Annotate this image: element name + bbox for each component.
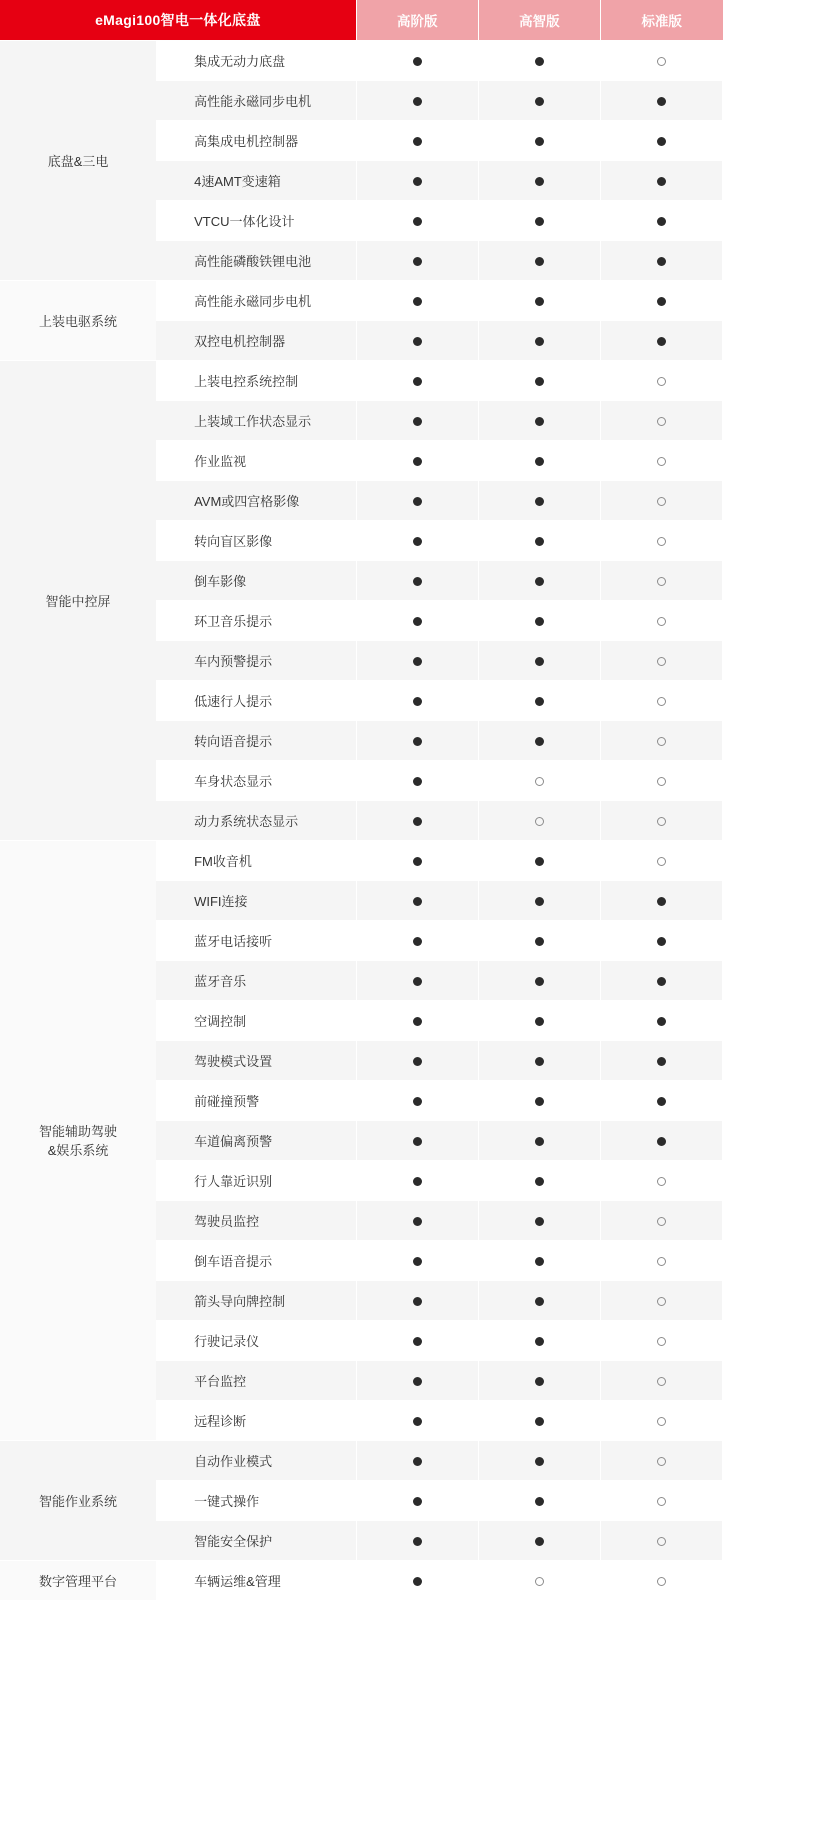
availability-cell [356,720,478,760]
feature-label: 双控电机控制器 [156,320,356,360]
availability-cell [478,1160,600,1200]
feature-label: 上装域工作状态显示 [156,400,356,440]
filled-dot-icon [413,57,422,66]
availability-cell [600,520,722,560]
availability-cell [600,1480,722,1520]
hollow-dot-icon [657,697,666,706]
availability-cell [356,80,478,120]
availability-cell [478,200,600,240]
filled-dot-icon [535,1017,544,1026]
availability-cell [356,320,478,360]
hollow-dot-icon [657,1217,666,1226]
group-label: 上装电驱系统 [0,280,156,360]
filled-dot-icon [413,737,422,746]
filled-dot-icon [413,657,422,666]
group-label [0,840,156,1440]
availability-cell [478,1200,600,1240]
filled-dot-icon [413,1057,422,1066]
availability-cell [600,1240,722,1280]
feature-label: 一键式操作 [156,1480,356,1520]
table-title: eMagi100智电一体化底盘 [0,0,356,40]
filled-dot-icon [535,657,544,666]
filled-dot-icon [657,217,666,226]
filled-dot-icon [413,1297,422,1306]
feature-label: 转向语音提示 [156,720,356,760]
filled-dot-icon [657,1017,666,1026]
filled-dot-icon [413,337,422,346]
availability-cell [478,160,600,200]
availability-cell [600,200,722,240]
filled-dot-icon [535,497,544,506]
table-row [0,1440,723,1480]
filled-dot-icon [535,697,544,706]
availability-cell [600,640,722,680]
availability-cell [356,1160,478,1200]
availability-cell [356,1320,478,1360]
availability-cell [600,480,722,520]
availability-cell [478,920,600,960]
feature-label: 高性能永磁同步电机 [156,280,356,320]
hollow-dot-icon [657,497,666,506]
hollow-dot-icon [657,1457,666,1466]
availability-cell [478,1320,600,1360]
availability-cell [356,680,478,720]
feature-label: 环卫音乐提示 [156,600,356,640]
availability-cell [478,1040,600,1080]
filled-dot-icon [535,1177,544,1186]
feature-label: 远程诊断 [156,1400,356,1440]
availability-cell [356,1120,478,1160]
availability-cell [478,280,600,320]
feature-label: 前碰撞预警 [156,1080,356,1120]
availability-cell [356,1240,478,1280]
availability-cell [478,680,600,720]
filled-dot-icon [535,1537,544,1546]
availability-cell [478,1520,600,1560]
hollow-dot-icon [657,417,666,426]
availability-cell [600,680,722,720]
filled-dot-icon [413,1177,422,1186]
hollow-dot-icon [657,737,666,746]
availability-cell [478,520,600,560]
availability-cell [478,1480,600,1520]
filled-dot-icon [657,1097,666,1106]
availability-cell [356,1000,478,1040]
filled-dot-icon [535,1217,544,1226]
feature-label: 高集成电机控制器 [156,120,356,160]
filled-dot-icon [535,137,544,146]
filled-dot-icon [535,1297,544,1306]
hollow-dot-icon [657,1577,666,1586]
hollow-dot-icon [657,537,666,546]
availability-cell [356,920,478,960]
availability-cell [600,760,722,800]
availability-cell [478,720,600,760]
filled-dot-icon [413,417,422,426]
availability-cell [478,1280,600,1320]
filled-dot-icon [413,537,422,546]
filled-dot-icon [535,337,544,346]
filled-dot-icon [535,417,544,426]
availability-cell [478,1240,600,1280]
hollow-dot-icon [657,457,666,466]
feature-label: 倒车影像 [156,560,356,600]
filled-dot-icon [413,1457,422,1466]
filled-dot-icon [413,977,422,986]
filled-dot-icon [413,897,422,906]
table-row [0,840,723,880]
availability-cell [478,880,600,920]
filled-dot-icon [535,377,544,386]
hollow-dot-icon [657,1497,666,1506]
availability-cell [600,1520,722,1560]
availability-cell [356,200,478,240]
filled-dot-icon [413,497,422,506]
availability-cell [356,760,478,800]
filled-dot-icon [413,217,422,226]
availability-cell [356,40,478,80]
filled-dot-icon [535,257,544,266]
filled-dot-icon [535,1337,544,1346]
filled-dot-icon [535,577,544,586]
availability-cell [600,400,722,440]
filled-dot-icon [413,817,422,826]
filled-dot-icon [657,97,666,106]
availability-cell [600,40,722,80]
feature-label: 蓝牙电话接听 [156,920,356,960]
table-row [0,1560,723,1600]
filled-dot-icon [657,1057,666,1066]
availability-cell [478,1400,600,1440]
availability-cell [600,160,722,200]
availability-cell [478,960,600,1000]
filled-dot-icon [535,977,544,986]
feature-label: 转向盲区影像 [156,520,356,560]
filled-dot-icon [535,1497,544,1506]
feature-label: 车辆运维&管理 [156,1560,356,1600]
filled-dot-icon [413,697,422,706]
feature-label: 驾驶员监控 [156,1200,356,1240]
filled-dot-icon [657,977,666,986]
filled-dot-icon [413,1377,422,1386]
filled-dot-icon [535,1377,544,1386]
availability-cell [478,320,600,360]
filled-dot-icon [413,1417,422,1426]
filled-dot-icon [535,217,544,226]
table-row [0,280,723,320]
hollow-dot-icon [657,1417,666,1426]
availability-cell [356,600,478,640]
availability-cell [600,800,722,840]
availability-cell [356,480,478,520]
availability-cell [478,1440,600,1480]
feature-label: 车身状态显示 [156,760,356,800]
availability-cell [600,240,722,280]
availability-cell [600,840,722,880]
feature-label: 车内预警提示 [156,640,356,680]
hollow-dot-icon [657,577,666,586]
feature-label: 平台监控 [156,1360,356,1400]
filled-dot-icon [535,537,544,546]
availability-cell [600,360,722,400]
filled-dot-icon [535,1097,544,1106]
availability-cell [478,800,600,840]
availability-cell [356,1080,478,1120]
filled-dot-icon [413,1097,422,1106]
feature-label: 倒车语音提示 [156,1240,356,1280]
availability-cell [356,400,478,440]
availability-cell [600,1080,722,1120]
feature-label: 动力系统状态显示 [156,800,356,840]
availability-cell [478,480,600,520]
filled-dot-icon [535,97,544,106]
availability-cell [600,600,722,640]
table-row [0,40,723,80]
filled-dot-icon [535,177,544,186]
filled-dot-icon [413,777,422,786]
availability-cell [478,40,600,80]
filled-dot-icon [657,937,666,946]
hollow-dot-icon [535,777,544,786]
filled-dot-icon [413,857,422,866]
feature-label: WIFI连接 [156,880,356,920]
filled-dot-icon [535,1137,544,1146]
table-header [0,0,723,40]
availability-cell [356,560,478,600]
filled-dot-icon [657,177,666,186]
availability-cell [356,280,478,320]
filled-dot-icon [413,377,422,386]
group-label-line: &娱乐系统 [47,1143,109,1158]
feature-label: 空调控制 [156,1000,356,1040]
filled-dot-icon [535,1057,544,1066]
availability-cell [356,1200,478,1240]
availability-cell [478,1120,600,1160]
availability-cell [356,1520,478,1560]
filled-dot-icon [413,97,422,106]
feature-label: 驾驶模式设置 [156,1040,356,1080]
feature-label: 作业监视 [156,440,356,480]
availability-cell [356,1040,478,1080]
availability-cell [600,920,722,960]
column-header-trim-2: 高智版 [478,0,600,40]
group-label: 智能作业系统 [0,1440,156,1560]
hollow-dot-icon [657,1297,666,1306]
availability-cell [600,720,722,760]
filled-dot-icon [413,457,422,466]
availability-cell [600,1160,722,1200]
availability-cell [600,320,722,360]
hollow-dot-icon [657,817,666,826]
hollow-dot-icon [657,1177,666,1186]
hollow-dot-icon [657,377,666,386]
feature-label: 上装电控系统控制 [156,360,356,400]
hollow-dot-icon [657,1257,666,1266]
filled-dot-icon [535,1417,544,1426]
availability-cell [478,1080,600,1120]
availability-cell [478,600,600,640]
feature-label: 低速行人提示 [156,680,356,720]
availability-cell [478,400,600,440]
filled-dot-icon [657,897,666,906]
filled-dot-icon [413,617,422,626]
feature-label: 行驶记录仪 [156,1320,356,1360]
column-header-trim-3: 标准版 [600,0,722,40]
availability-cell [478,840,600,880]
hollow-dot-icon [535,817,544,826]
availability-cell [600,1040,722,1080]
availability-cell [356,240,478,280]
filled-dot-icon [413,297,422,306]
feature-label: 高性能永磁同步电机 [156,80,356,120]
availability-cell [356,1280,478,1320]
hollow-dot-icon [657,857,666,866]
availability-cell [600,1280,722,1320]
hollow-dot-icon [657,657,666,666]
feature-label: VTCU一体化设计 [156,200,356,240]
group-label-line: 智能辅助驾驶 [39,1124,118,1139]
availability-cell [356,880,478,920]
filled-dot-icon [657,137,666,146]
filled-dot-icon [413,1137,422,1146]
availability-cell [356,1560,478,1600]
availability-cell [600,80,722,120]
hollow-dot-icon [657,777,666,786]
availability-cell [356,1440,478,1480]
feature-label: 智能安全保护 [156,1520,356,1560]
table-row [0,360,723,400]
availability-cell [356,1360,478,1400]
availability-cell [478,1000,600,1040]
filled-dot-icon [413,577,422,586]
filled-dot-icon [535,937,544,946]
hollow-dot-icon [657,617,666,626]
filled-dot-icon [657,337,666,346]
hollow-dot-icon [535,1577,544,1586]
group-label: 智能中控屏 [0,360,156,840]
availability-cell [478,1360,600,1400]
availability-cell [478,80,600,120]
availability-cell [356,440,478,480]
feature-label: FM收音机 [156,840,356,880]
availability-cell [356,640,478,680]
availability-cell [600,1200,722,1240]
filled-dot-icon [413,177,422,186]
filled-dot-icon [413,1257,422,1266]
availability-cell [478,640,600,680]
filled-dot-icon [413,1577,422,1586]
filled-dot-icon [413,1337,422,1346]
filled-dot-icon [535,737,544,746]
filled-dot-icon [657,297,666,306]
feature-label: 高性能磷酸铁锂电池 [156,240,356,280]
availability-cell [356,800,478,840]
availability-cell [356,360,478,400]
filled-dot-icon [413,937,422,946]
availability-cell [356,960,478,1000]
filled-dot-icon [413,257,422,266]
feature-label: 箭头导向牌控制 [156,1280,356,1320]
hollow-dot-icon [657,57,666,66]
filled-dot-icon [535,1257,544,1266]
feature-label: 行人靠近识别 [156,1160,356,1200]
availability-cell [356,840,478,880]
availability-cell [600,440,722,480]
filled-dot-icon [535,57,544,66]
availability-cell [356,1400,478,1440]
filled-dot-icon [535,297,544,306]
column-header-trim-1: 高阶版 [356,0,478,40]
availability-cell [600,1440,722,1480]
feature-label: 自动作业模式 [156,1440,356,1480]
availability-cell [600,1360,722,1400]
availability-cell [600,1400,722,1440]
filled-dot-icon [535,617,544,626]
availability-cell [356,120,478,160]
header-row [0,0,723,40]
availability-cell [600,560,722,600]
availability-cell [600,280,722,320]
availability-cell [478,760,600,800]
group-label: 底盘&三电 [0,40,156,280]
filled-dot-icon [657,1137,666,1146]
filled-dot-icon [657,257,666,266]
group-label: 数字管理平台 [0,1560,156,1600]
hollow-dot-icon [657,1537,666,1546]
availability-cell [600,1560,722,1600]
filled-dot-icon [413,1017,422,1026]
availability-cell [478,440,600,480]
filled-dot-icon [413,137,422,146]
availability-cell [356,1480,478,1520]
availability-cell [600,120,722,160]
filled-dot-icon [535,897,544,906]
filled-dot-icon [413,1497,422,1506]
feature-label: 集成无动力底盘 [156,40,356,80]
hollow-dot-icon [657,1377,666,1386]
hollow-dot-icon [657,1337,666,1346]
availability-cell [478,560,600,600]
filled-dot-icon [535,457,544,466]
availability-cell [600,880,722,920]
feature-label: 蓝牙音乐 [156,960,356,1000]
availability-cell [478,360,600,400]
availability-cell [478,240,600,280]
feature-label: 4速AMT变速箱 [156,160,356,200]
availability-cell [600,1320,722,1360]
table-body [0,40,723,1600]
availability-cell [600,960,722,1000]
availability-cell [356,520,478,560]
availability-cell [600,1120,722,1160]
filled-dot-icon [413,1217,422,1226]
feature-label: AVM或四宫格影像 [156,480,356,520]
feature-label: 车道偏离预警 [156,1120,356,1160]
availability-cell [478,120,600,160]
availability-cell [600,1000,722,1040]
filled-dot-icon [413,1537,422,1546]
availability-cell [356,160,478,200]
filled-dot-icon [535,857,544,866]
filled-dot-icon [535,1457,544,1466]
availability-cell [478,1560,600,1600]
